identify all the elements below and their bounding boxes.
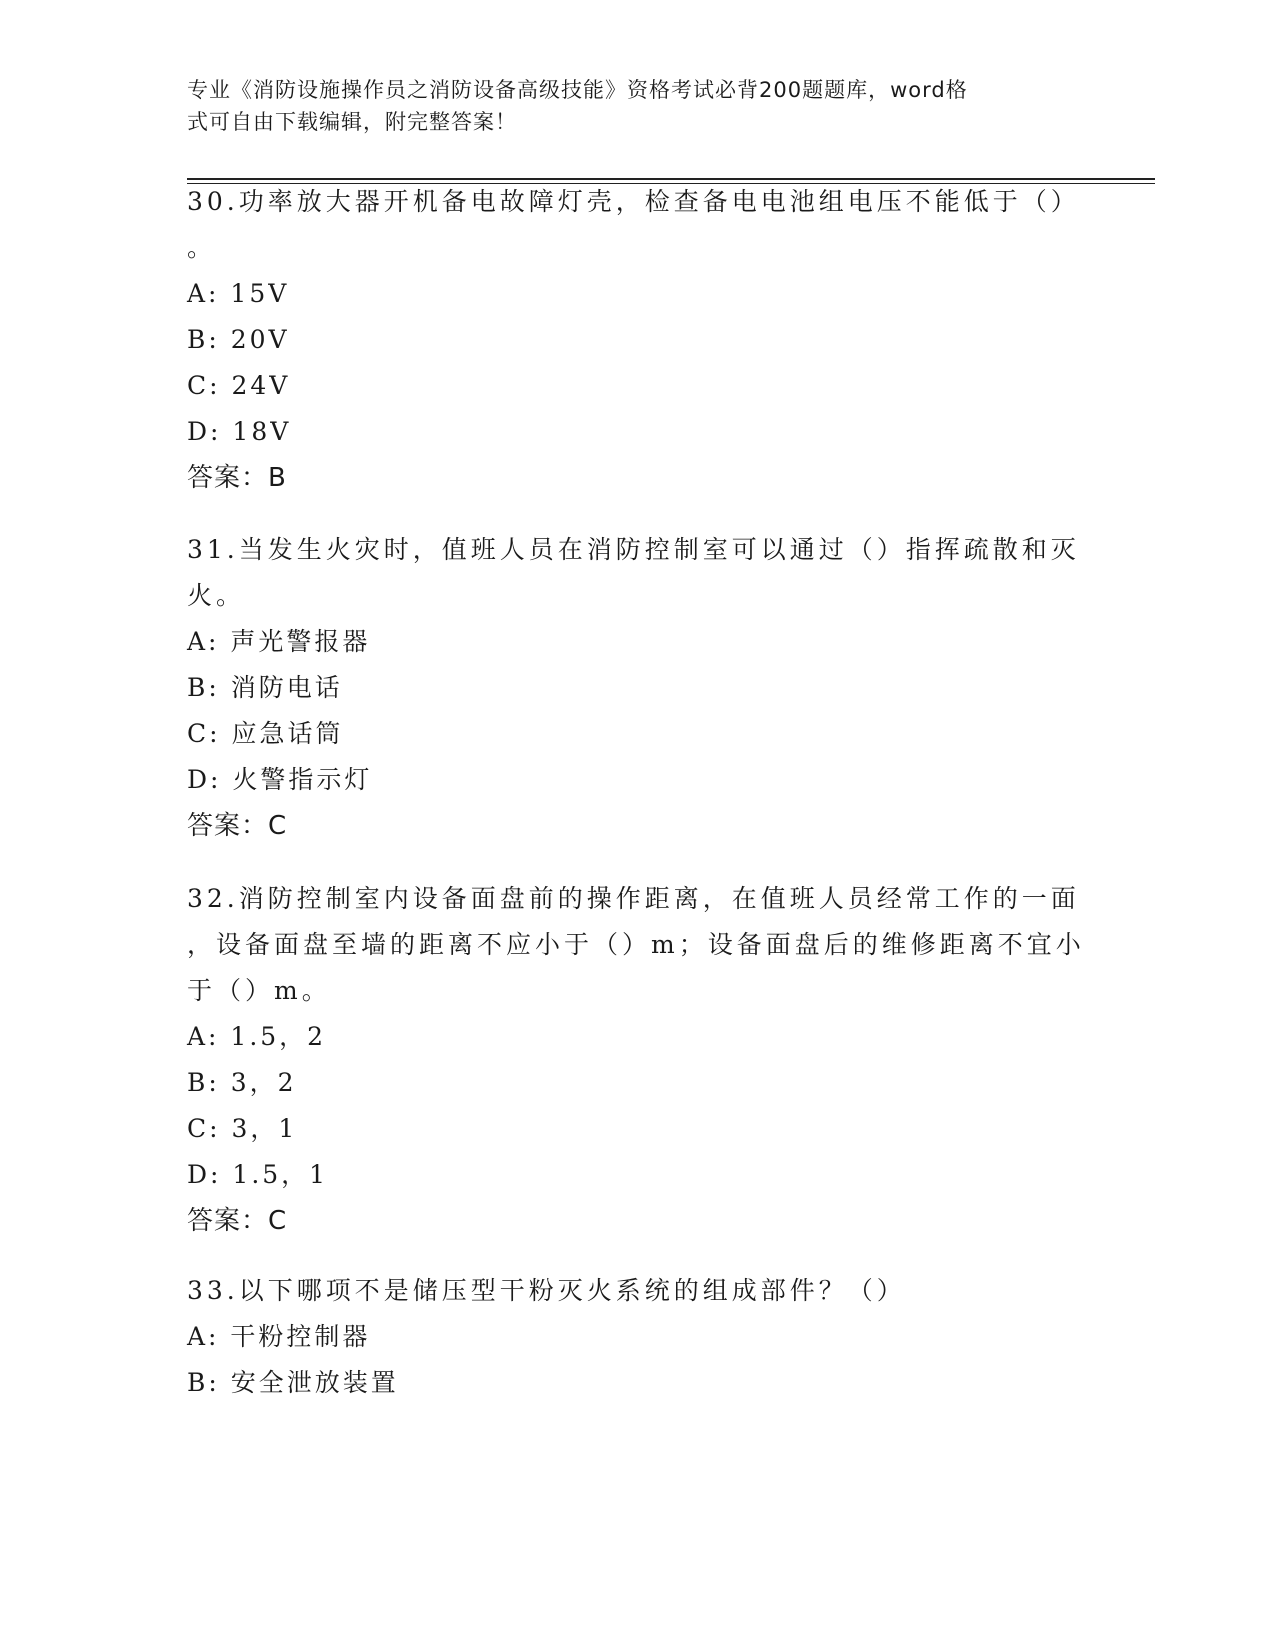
option-a: A: 1.5，2 (187, 1022, 327, 1051)
question-32 (187, 876, 1087, 1244)
option-a: A: 15V (187, 279, 290, 308)
header-line: 式可自由下载编辑，附完整答案！ (187, 110, 517, 134)
question-stem: ，设备面盘至墙的距离不应小于（）m；设备面盘后的维修距离不宜小 (187, 930, 1085, 959)
option-d: D: 1.5，1 (187, 1160, 329, 1189)
answer-label: 答案：C (187, 811, 288, 841)
question-stem: 30.功率放大器开机备电故障灯壳，检查备电电池组电压不能低于（） (187, 187, 1080, 216)
question-33 (187, 1268, 1087, 1406)
question-stem: 。 (187, 233, 217, 262)
document-header (187, 74, 1067, 138)
option-c: C: 应急话筒 (187, 719, 344, 748)
option-d: D: 火警指示灯 (187, 765, 373, 794)
option-b: B: 20V (187, 325, 290, 354)
option-b: B: 3，2 (187, 1068, 297, 1097)
answer-label: 答案：B (187, 463, 287, 493)
option-c: C: 24V (187, 371, 291, 400)
question-31 (187, 527, 1087, 849)
header-line: 专业《消防设施操作员之消防设备高级技能》资格考试必背200题题库，word格 (187, 78, 968, 102)
option-a: A: 干粉控制器 (187, 1322, 371, 1351)
question-30 (187, 179, 1087, 501)
question-stem: 31.当发生火灾时，值班人员在消防控制室可以通过（）指挥疏散和灭 (187, 535, 1080, 564)
option-b: B: 安全泄放装置 (187, 1368, 399, 1397)
question-stem: 32.消防控制室内设备面盘前的操作距离，在值班人员经常工作的一面 (187, 884, 1080, 913)
question-stem: 33.以下哪项不是储压型干粉灭火系统的组成部件？（） (187, 1276, 906, 1305)
option-b: B: 消防电话 (187, 673, 343, 702)
option-d: D: 18V (187, 417, 292, 446)
option-c: C: 3，1 (187, 1114, 298, 1143)
option-a: A: 声光警报器 (187, 627, 371, 656)
question-stem: 火。 (187, 581, 246, 610)
question-stem: 于（）m。 (187, 976, 331, 1005)
answer-label: 答案：C (187, 1206, 288, 1236)
